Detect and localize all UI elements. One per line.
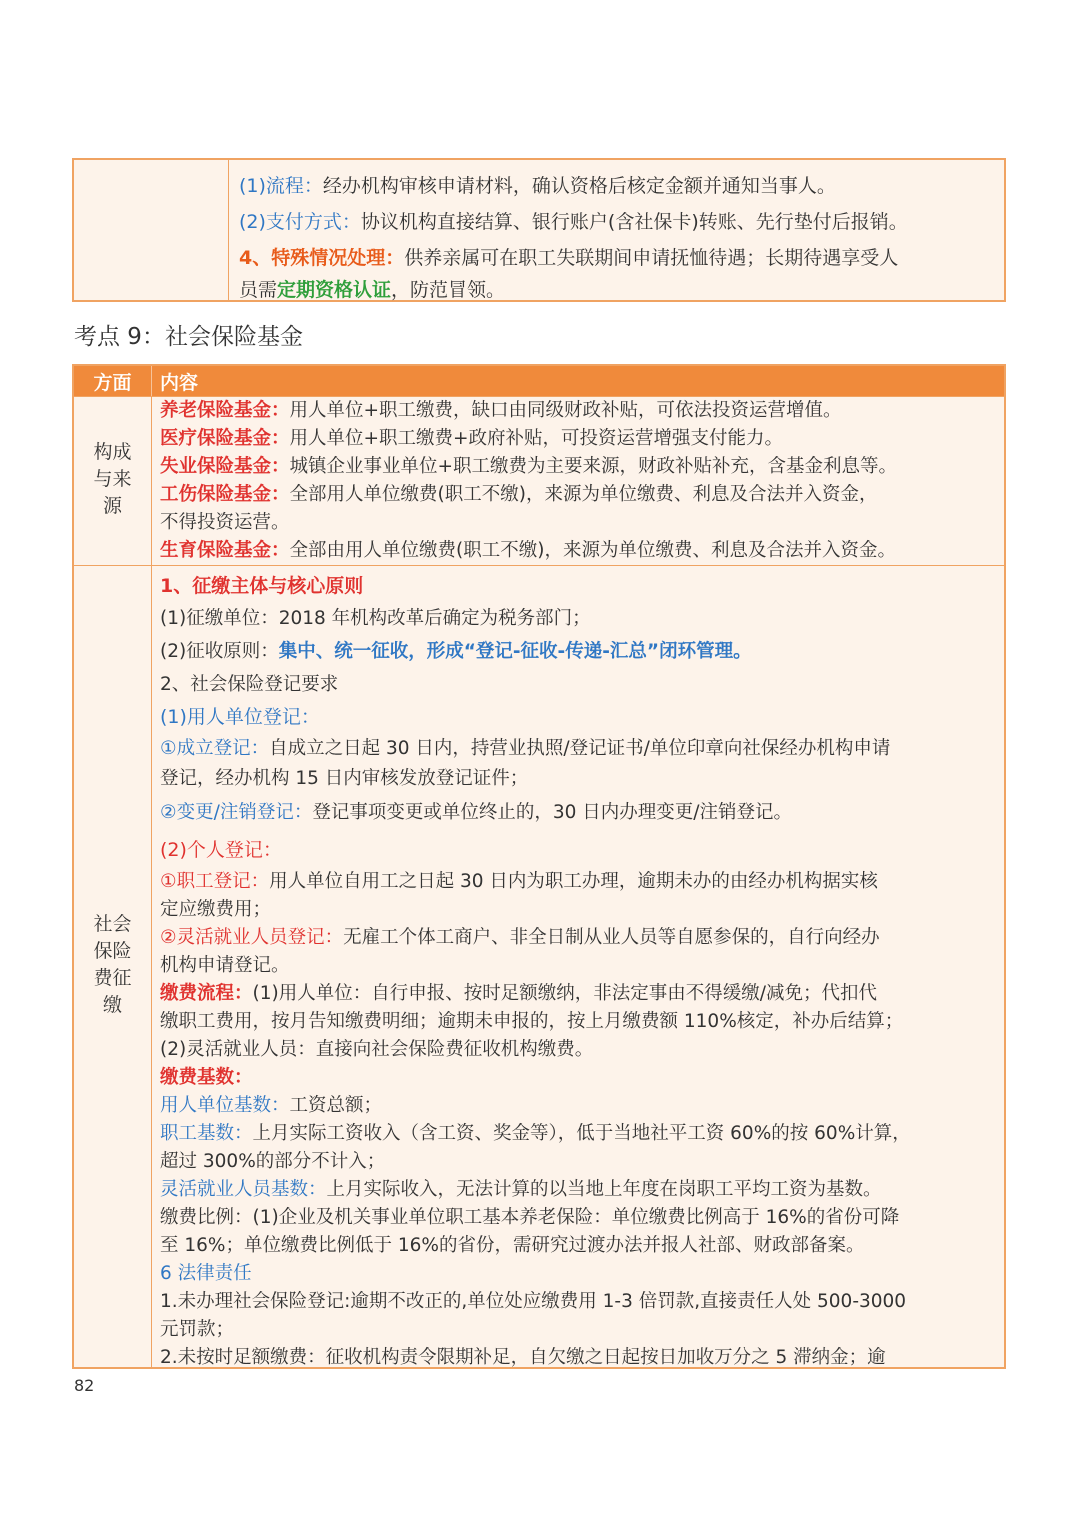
flexible-payment-text: (2)灵活就业人员：直接向社会保险费征收机构缴费。 bbox=[160, 1039, 594, 1060]
row1-line-1 bbox=[160, 397, 996, 425]
medical-fund-text: 用人单位+职工缴费+政府补贴，可投资运营增强支付能力。 bbox=[289, 428, 784, 449]
change-registration-label: ②变更/注销登记： bbox=[160, 802, 313, 823]
pension-fund-text: 用人单位+职工缴费，缺口由同级财政补贴，可依法投资运营增值。 bbox=[289, 400, 842, 421]
row2-line-20 bbox=[160, 1148, 996, 1176]
pension-fund-label: 养老保险基金： bbox=[160, 400, 290, 421]
row1-line-3 bbox=[160, 453, 996, 481]
row2-line-25 bbox=[160, 1288, 996, 1316]
row2-line-14 bbox=[160, 980, 996, 1008]
top-line-4 bbox=[239, 276, 996, 304]
row2-line-19 bbox=[160, 1120, 996, 1148]
registration-title: 2、社会保险登记要求 bbox=[160, 674, 339, 695]
employee-registration-text-cont: 定应缴费用； bbox=[160, 899, 272, 920]
top-table bbox=[72, 158, 1006, 302]
row2-line-21 bbox=[160, 1176, 996, 1204]
row1-line-6 bbox=[160, 537, 996, 565]
table-row-composition bbox=[74, 397, 1004, 566]
payment-process-label: 缴费流程： bbox=[160, 983, 253, 1004]
main-table bbox=[72, 364, 1006, 1369]
liability-item-1-cont: 元罚款； bbox=[160, 1319, 235, 1340]
liability-item-2: 2.未按时足额缴费：征收机构责令限期补足，自欠缴之日起按日加收万分之 5 滞纳金；逾 bbox=[160, 1347, 886, 1368]
payment-process-text-cont: 缴职工费用，按月告知缴费明细；逾期未申报的，按上月缴费额 110%核定，补办后结算； bbox=[160, 1011, 904, 1032]
row2-line-13 bbox=[160, 952, 996, 980]
certification-highlight: 定期资格认证 bbox=[277, 279, 392, 301]
row2-line-22 bbox=[160, 1204, 996, 1232]
row2-line-11 bbox=[160, 896, 996, 924]
flexible-registration-label: ②灵活就业人员登记： bbox=[160, 927, 344, 948]
row1-label-cell bbox=[74, 397, 152, 565]
medical-fund-label: 医疗保险基金： bbox=[160, 428, 290, 449]
flexible-registration-text-cont: 机构申请登记。 bbox=[160, 955, 290, 976]
unemployment-fund-text: 城镇企业事业单位+职工缴费为主要来源，财政补贴补充，含基金利息等。 bbox=[289, 456, 898, 477]
injury-fund-label: 工伤保险基金： bbox=[160, 484, 290, 505]
employer-base-text: 工资总额； bbox=[289, 1095, 383, 1116]
row2-line-17 bbox=[160, 1064, 996, 1092]
row2-line-15 bbox=[160, 1008, 996, 1036]
row2-line-10 bbox=[160, 868, 996, 896]
payment-ratio-text-cont: 至 16%；单位缴费比例低于 16%的省份，需研究过渡办法并报人社部、财政部备案。 bbox=[160, 1235, 865, 1256]
row1-line-5 bbox=[160, 509, 996, 537]
header-content-text: 内容 bbox=[160, 371, 199, 394]
row2-line-2 bbox=[160, 602, 996, 635]
row1-label: 构成与来源 bbox=[93, 441, 132, 517]
row2-line-16 bbox=[160, 1036, 996, 1064]
personal-registration-title: (2)个人登记： bbox=[160, 839, 282, 861]
employer-registration-title: (1)用人单位登记： bbox=[160, 706, 320, 728]
row2-line-26 bbox=[160, 1316, 996, 1344]
row2-line-23 bbox=[160, 1232, 996, 1260]
page-number: 82 bbox=[74, 1376, 95, 1395]
row2-label-cell bbox=[74, 566, 152, 1369]
row2-line-6 bbox=[160, 734, 996, 764]
row1-line-4 bbox=[160, 481, 996, 509]
row2-line-3 bbox=[160, 635, 996, 668]
collection-subject-title: 1、征缴主体与核心原则 bbox=[160, 575, 364, 597]
row2-line-27 bbox=[160, 1344, 996, 1372]
process-text: 经办机构审核申请材料，确认资格后核定金额并通知当事人。 bbox=[322, 175, 836, 197]
establish-registration-text-cont: 登记，经办机构 15 日内审核发放登记证件； bbox=[160, 768, 529, 789]
collection-unit-text: (1)征缴单位：2018 年机构改革后确定为税务部门； bbox=[160, 608, 591, 629]
row2-line-24 bbox=[160, 1260, 996, 1288]
employee-base-label: 职工基数： bbox=[160, 1123, 253, 1144]
special-case-label: 4、特殊情况处理： bbox=[239, 247, 405, 269]
header-col-content bbox=[152, 366, 1004, 396]
payment-ratio-text: 缴费比例：(1)企业及机关事业单位职工基本养老保险：单位缴费比例高于 16%的省份可降 bbox=[160, 1207, 900, 1228]
top-line-2 bbox=[239, 204, 996, 240]
section-heading: 考点 9：社会保险基金 bbox=[74, 324, 303, 350]
row2-line-5 bbox=[160, 701, 996, 734]
employer-base-label: 用人单位基数： bbox=[160, 1095, 290, 1116]
change-registration-text: 登记事项变更或单位终止的，30 日内办理变更/注销登记。 bbox=[312, 802, 792, 823]
header-aspect-text: 方面 bbox=[93, 371, 132, 394]
flexible-base-text: 上月实际收入，无法计算的以当地上年度在岗职工平均工资为基数。 bbox=[326, 1179, 882, 1200]
special-case-text: 供养亲属可在职工失联期间申请抚恤待遇；长期待遇享受人 bbox=[404, 247, 899, 269]
establish-registration-text: 自成立之日起 30 日内，持营业执照/登记证书/单位印章向社保经办机构申请 bbox=[269, 738, 891, 759]
row2-content bbox=[152, 566, 1004, 1369]
injury-fund-text: 全部用人单位缴费(职工不缴)，来源为单位缴费、利息及合法并入资金， bbox=[289, 484, 878, 505]
employee-registration-label: ①职工登记： bbox=[160, 871, 270, 892]
row2-line-18 bbox=[160, 1092, 996, 1120]
employee-base-text: 上月实际工资收入（含工资、奖金等），低于当地社平工资 60%的按 60%计算， bbox=[252, 1123, 911, 1144]
top-table-label-cell bbox=[74, 160, 229, 300]
payment-text: 协议机构直接结算、银行账户(含社保卡)转账、先行垫付后报销。 bbox=[360, 211, 908, 233]
row1-line-2 bbox=[160, 425, 996, 453]
payment-label: (2)支付方式： bbox=[239, 211, 361, 233]
row2-line-1 bbox=[160, 570, 996, 602]
flexible-registration-text: 无雇工个体工商户、非全日制从业人员等自愿参保的，自行向经办 bbox=[343, 927, 880, 948]
top-line-4-c: ，防范冒领。 bbox=[391, 279, 506, 301]
header-col-aspect bbox=[74, 366, 152, 396]
row2-line-9 bbox=[160, 832, 996, 868]
row2-line-7 bbox=[160, 764, 996, 794]
row2-line-4 bbox=[160, 668, 996, 701]
injury-fund-text-cont: 不得投资运营。 bbox=[160, 512, 290, 533]
maternity-fund-text: 全部由用人单位缴费(职工不缴)，来源为单位缴费、利息及合法并入资金。 bbox=[289, 540, 896, 561]
employee-base-text-cont: 超过 300%的部分不计入； bbox=[160, 1151, 386, 1172]
establish-registration-label: ①成立登记： bbox=[160, 738, 270, 759]
legal-liability-title: 6 法律责任 bbox=[160, 1263, 252, 1284]
top-table-content-cell bbox=[229, 160, 1004, 300]
employee-registration-text: 用人单位自用工之日起 30 日内为职工办理，逾期未办的由经办机构据实核 bbox=[269, 871, 878, 892]
table-row-collection bbox=[74, 566, 1004, 1369]
unemployment-fund-label: 失业保险基金： bbox=[160, 456, 290, 477]
row2-line-12 bbox=[160, 924, 996, 952]
payment-process-text: (1)用人单位：自行申报、按时足额缴纳，非法定事由不得缓缴/减免；代扣代 bbox=[252, 983, 877, 1004]
top-line-1 bbox=[239, 168, 996, 204]
row2-label: 社会保险费征缴 bbox=[93, 913, 132, 1016]
top-line-3 bbox=[239, 240, 996, 276]
process-label: (1)流程： bbox=[239, 175, 323, 197]
table-header bbox=[74, 366, 1004, 397]
top-line-4-a: 员需 bbox=[239, 279, 278, 301]
row2-line-8 bbox=[160, 794, 996, 832]
flexible-base-label: 灵活就业人员基数： bbox=[160, 1179, 327, 1200]
payment-base-title: 缴费基数： bbox=[160, 1067, 253, 1088]
liability-item-1: 1.未办理社会保险登记:逾期不改正的,单位处应缴费用 1-3 倍罚款,直接责任人处 500-3000 bbox=[160, 1291, 907, 1312]
maternity-fund-label: 生育保险基金： bbox=[160, 540, 290, 561]
collection-principle-text: 集中、统一征收，形成“登记-征收-传递-汇总”闭环管理。 bbox=[278, 641, 752, 662]
collection-principle-label: (2)征收原则： bbox=[160, 641, 279, 662]
row1-content bbox=[152, 397, 1004, 565]
